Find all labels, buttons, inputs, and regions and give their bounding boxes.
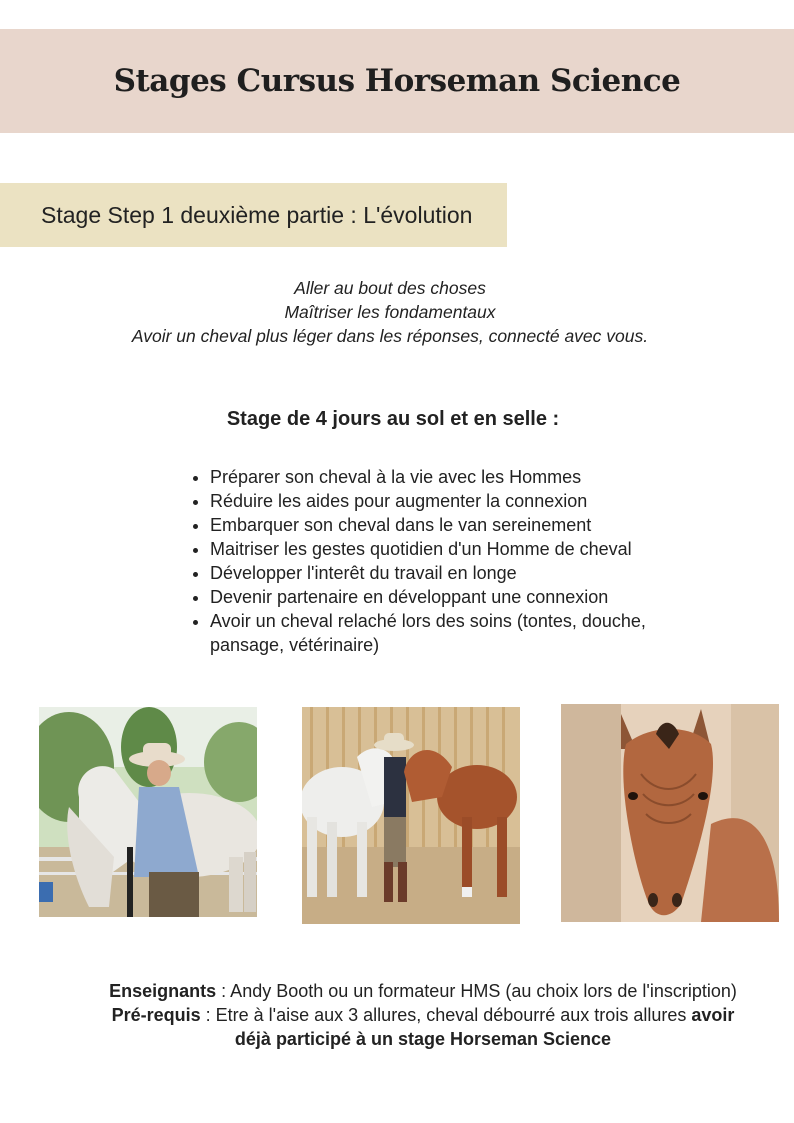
photo-man-with-grey-horse: [39, 707, 257, 917]
teachers-label: Enseignants: [109, 981, 217, 1001]
list-item: • Maitriser les gestes quotidien d'un Homme de cheval: [210, 537, 680, 561]
tagline: [0, 276, 780, 348]
header-band: [0, 29, 794, 133]
prerequisites-text: : Etre à l'aise aux 3 allures, cheval débourré aux trois allures: [200, 1005, 692, 1025]
section-title: Stage Step 1 deuxième partie : L'évolution: [41, 201, 473, 228]
teachers-line: [100, 979, 746, 1003]
tagline-line: Avoir un cheval plus léger dans les réponses, connecté avec vous.: [131, 326, 649, 346]
prerequisites-line: [100, 1003, 746, 1051]
list-item: • Préparer son cheval à la vie avec les Hommes: [210, 465, 680, 489]
objectives-list: [190, 465, 680, 657]
list-item: • Réduire les aides pour augmenter la connexion: [210, 489, 680, 513]
teachers-text: : Andy Booth ou un formateur HMS (au choix lors de l'inscription): [216, 981, 737, 1001]
list-item: • Développer l'interêt du travail en longe: [210, 561, 680, 585]
prerequisites-bold: avoir déjà participé à un stage Horseman Science: [234, 1005, 735, 1049]
section-band: [0, 183, 507, 247]
prerequisites-label: Pré-requis: [111, 1005, 201, 1025]
stage-title: Stage de 4 jours au sol et en selle :: [226, 408, 560, 430]
photo-two-horses-in-arena: [302, 707, 520, 924]
footer-info: [100, 979, 746, 1051]
photo-horse-portrait: [561, 704, 779, 922]
list-item: • Devenir partenaire en développant une connexion: [210, 585, 680, 609]
page-title: Stages Cursus Horseman Science: [113, 63, 681, 99]
tagline-line: Aller au bout des choses: [294, 278, 486, 298]
tagline-line: Maîtriser les fondamentaux: [284, 302, 496, 322]
list-item: • Embarquer son cheval dans le van sereinement: [210, 513, 680, 537]
list-item: • Avoir un cheval relaché lors des soins (tontes, douche, pansage, vétérinaire): [210, 609, 680, 657]
